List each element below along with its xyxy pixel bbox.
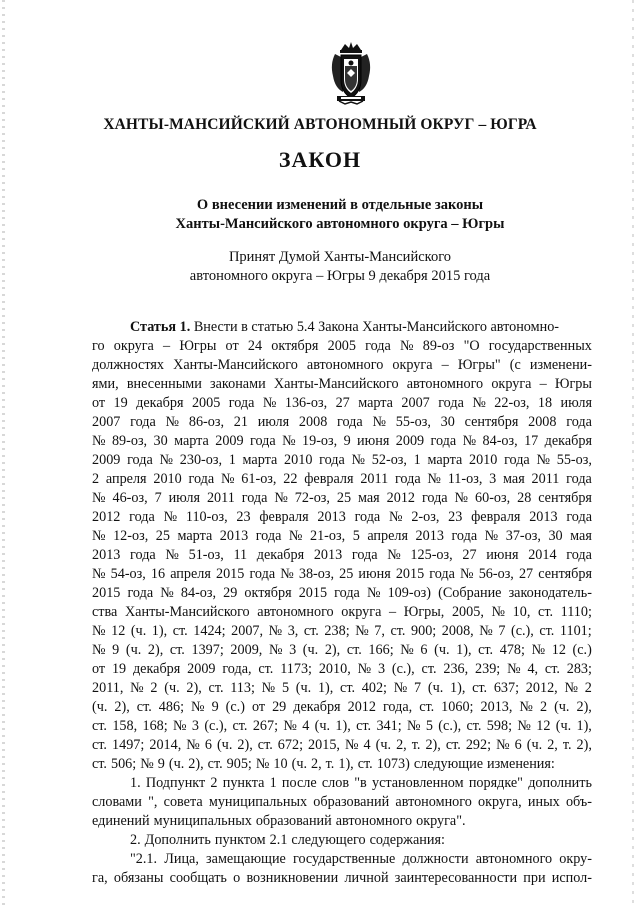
body-line: ст. 1497; 2014, № 6 (ч. 2), ст. 672; 2015, № 4 (ч. 2, т. 2), ст. 292; № 6 (ч. 2, т. 2), [92,737,592,753]
body-line: от 19 декабря 2009 года, ст. 1173; 2010, № 3 (с.), ст. 236, 239; № 4, ст. 283; [92,661,592,677]
subtitle-line: Ханты-Мансийского автономного округа – Югры [175,216,505,232]
scan-edge-left [2,0,5,905]
body-line: "2.1. Лица, замещающие государственные должности автономного окру- [130,851,592,867]
adoption-line: автономного округа – Югры 9 декабря 2015 года [189,268,491,284]
law-body [92,318,592,888]
document-type: ЗАКОН [278,147,362,172]
coat-of-arms-icon [327,40,375,106]
body-line: № 89-оз, 30 марта 2009 года № 19-оз, 9 июня 2009 года № 84-оз, 17 декабря [92,433,592,449]
body-line-first [92,318,592,337]
law-subtitle [0,196,640,234]
body-line: 2. Дополнить пунктом 2.1 следующего содержания: [130,832,445,848]
body-line: ства Ханты-Мансийского автономного округа – Югры, 2005, № 10, ст. 1110; [92,604,592,620]
scan-edge-right [632,0,634,905]
body-line: ями, внесенными законами Ханты-Мансийского автономного округа – Югры [92,376,592,392]
body-line: № 12-оз, 25 марта 2013 года № 21-оз, 5 апреля 2013 года № 37-оз, 30 мая [92,528,592,544]
body-line: 2012 года № 110-оз, 23 февраля 2013 года № 2-оз, 23 февраля 2013 года [92,509,592,525]
body-line: 2009 года № 230-оз, 1 марта 2010 года № 52-оз, 1 марта 2010 года № 55-оз, [92,452,592,468]
body-line: должностях Ханты-Мансийского автономного округа – Югры" (с изменени- [92,357,592,373]
adoption-note [0,248,640,286]
body-line: № 46-оз, 7 июля 2011 года № 72-оз, 25 мая 2012 года № 60-оз, 28 сентября [92,490,592,506]
body-line: от 19 декабря 2005 года № 136-оз, 27 марта 2007 года № 22-оз, 18 июля [92,395,592,411]
body-line: га, обязаны сообщать о возникновении личной заинтересованности при испол- [92,870,592,886]
body-line: ст. 506; № 9 (ч. 2), ст. 905; № 10 (ч. 2, т. 1), ст. 1073) следующие изменения: [92,756,555,772]
adoption-line: Принят Думой Ханты-Мансийского [228,249,452,265]
body-line: 2011, № 2 (ч. 2), ст. 113; № 5 (ч. 1), ст. 402; № 7 (ч. 1), ст. 637; 2012, № 2 [92,680,592,696]
body-line: го округа – Югры от 24 октября 2005 года № 89-оз "О государственных [92,338,592,354]
article-label: Статья 1. [130,319,191,335]
body-line: (ч. 2), ст. 486; № 9 (с.) от 29 декабря 2012 года, ст. 1060; 2013, № 2 (ч. 2), [92,699,592,715]
body-line: ст. 158, 168; № 3 (с.), ст. 267; № 4 (ч. 1), ст. 341; № 5 (с.), ст. 598; № 12 (ч. 1), [92,718,592,734]
region-title: ХАНТЫ-МАНСИЙСКИЙ АВТОНОМНЫЙ ОКРУГ – ЮГРА [103,116,537,133]
body-line: 2015 года № 84-оз, 29 октября 2015 года № 109-оз) (Собрание законодатель- [92,585,592,601]
body-line: № 54-оз, 16 апреля 2015 года № 38-оз, 25 июня 2015 года № 56-оз, 27 сентября [92,566,592,582]
body-line: 2 апреля 2010 года № 61-оз, 22 февраля 2011 года № 11-оз, 3 мая 2011 года [92,471,592,487]
body-line: словами ", совета муниципальных образований автономного округа, иных объ- [92,794,592,810]
body-line: № 9 (ч. 2), ст. 1397; 2009, № 3 (ч. 2), ст. 166; № 6 (ч. 1), ст. 478; № 12 (с.) [92,642,592,658]
body-line: № 12 (ч. 1), ст. 1424; 2007, № 3, ст. 238; № 7, ст. 900; 2008, № 7 (с.), ст. 1101; [92,623,592,639]
body-line: единений муниципальных образований автономного округа". [92,813,466,829]
body-line: 2007 года № 86-оз, 21 июля 2008 года № 55-оз, 30 сентября 2008 года [92,414,592,430]
body-line: Внести в статью 5.4 Закона Ханты-Мансийского автономно- [193,319,560,335]
body-line: 2013 года № 51-оз, 11 декабря 2013 года № 125-оз, 27 июня 2014 года [92,547,592,563]
body-line: 1. Подпункт 2 пункта 1 после слов "в установленном порядке" дополнить [130,775,592,791]
subtitle-line: О внесении изменений в отдельные законы [196,197,484,213]
